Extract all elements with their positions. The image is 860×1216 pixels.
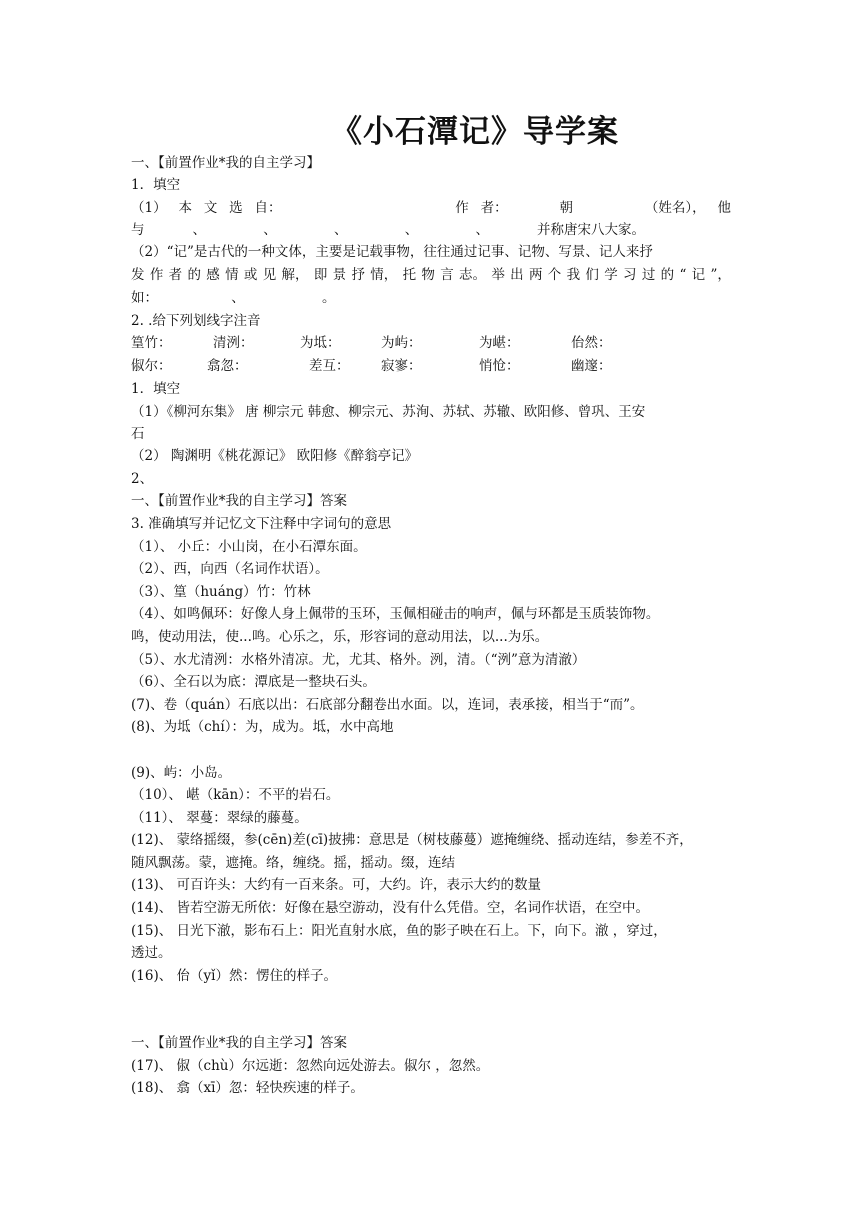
- note-line: (9)、屿：小岛。: [131, 765, 232, 781]
- subheading: 3. 准确填写并记忆文下注释中字词句的意思: [131, 516, 392, 532]
- section-heading: 一、【前置作业*我的自主学习】: [131, 155, 320, 171]
- section-heading: 一、【前置作业*我的自主学习】答案: [131, 1035, 347, 1051]
- fill-line-examples: 如： 、 。: [131, 290, 336, 306]
- note-line: (16)、 佁（yǐ）然：愣住的样子。: [131, 968, 337, 984]
- subheading: 1．填空: [131, 381, 181, 397]
- note-line: （4）、如鸣佩环：好像人身上佩带的玉环，玉佩相碰击的响声，佩与环都是玉质装饰物。: [131, 606, 660, 622]
- document-title: 《小石潭记》导学案: [331, 114, 619, 150]
- subheading: 2. .给下列划线字注音: [131, 313, 261, 329]
- note-line: (15)、 日光下澈，影布石上：阳光直射水底，鱼的影子映在石上。下，向下。澈 ，穿过，: [131, 923, 667, 939]
- paragraph-line: （2）“记”是古代的一种文体，主要是记载事物，往往通过记事、记物、写景、记人来抒: [131, 244, 653, 260]
- section-heading: 一、【前置作业*我的自主学习】答案: [131, 493, 347, 509]
- answer-line: （1）《柳河东集》 唐 柳宗元 韩愈、柳宗元、苏洵、苏轼、苏辙、欧阳修、曾巩、王安: [131, 404, 646, 420]
- note-line: （11）、 翠蔓：翠绿的藤蔓。: [131, 810, 308, 826]
- note-line: （1）、 小丘：小山岗，在小石潭东面。: [131, 539, 367, 555]
- note-line: (18)、 翕（xī）忽：轻快疾速的样子。: [131, 1080, 364, 1096]
- paragraph-line-justified: 发 作 者 的 感 情 或 见 解， 即 景 抒 情， 托 物 言 志。 举 出 两 个 我 们 学 习 过 的 “ 记 ”，: [131, 267, 731, 283]
- note-line: (12)、 蒙络摇缀，参(cēn)差(cī)披拂：意思是（树枝藤蔓）遮掩缠绕、摇动连结，参差不齐，: [131, 832, 693, 848]
- note-line: 随风飘荡。蒙，遮掩。络，缠绕。摇，摇动。缀，连结: [131, 855, 455, 871]
- pinyin-row-2: 俶尔： 翕忽： 差互： 寂寥： 悄怆： 幽邃：: [131, 358, 612, 374]
- subheading: 1．填空: [131, 177, 181, 193]
- note-line: （5）、水尤清洌：水格外清凉。尤，尤其、格外。洌，清。（“洌”意为清澈）: [131, 652, 586, 668]
- answer-line: （2） 陶渊明《桃花源记》 欧阳修《醉翁亭记》: [131, 448, 419, 464]
- note-line: 透过。: [131, 945, 172, 961]
- fill-line-eight-masters: 与 、 、 、 、 、 并称唐宋八大家。: [131, 222, 645, 238]
- answer-line: 石: [131, 426, 145, 442]
- note-line: （6）、全石以为底：潭底是一整块石头。: [131, 674, 376, 690]
- note-line: (13)、 可百许头：大约有一百来条。可，大约。许，表示大约的数量: [131, 877, 542, 893]
- answer-line: 2、: [131, 471, 154, 487]
- note-line: （2）、西，向西（名词作状语）。: [131, 561, 329, 577]
- fill-line-author: （1） 本 文 选 自： 作 者： 朝 （姓名）， 他: [131, 200, 731, 216]
- note-line: (14)、 皆若空游无所依：好像在悬空游动，没有什么凭借。空，名词作状语，在空中。: [131, 900, 650, 916]
- note-line: 鸣，使动用法，使...鸣。心乐之，乐，形容词的意动用法，以...为乐。: [131, 629, 549, 645]
- note-line: （10）、 嵁（kān）：不平的岩石。: [131, 787, 340, 803]
- note-line: (8)、为坻（chí）：为，成为。坻，水中高地: [131, 719, 394, 735]
- note-line: （3）、篁（huáng）竹：竹林: [131, 584, 311, 600]
- pinyin-row-1: 篁竹： 清洌： 为坻： 为屿： 为嵁： 佁然：: [131, 335, 612, 351]
- note-line: (7)、卷（quán）石底以出：石底部分翻卷出水面。以，连词，表承接，相当于“而”。: [131, 697, 644, 713]
- note-line: (17)、 俶（chù）尔远逝：忽然向远处游去。俶尔 ，忽然。: [131, 1058, 490, 1074]
